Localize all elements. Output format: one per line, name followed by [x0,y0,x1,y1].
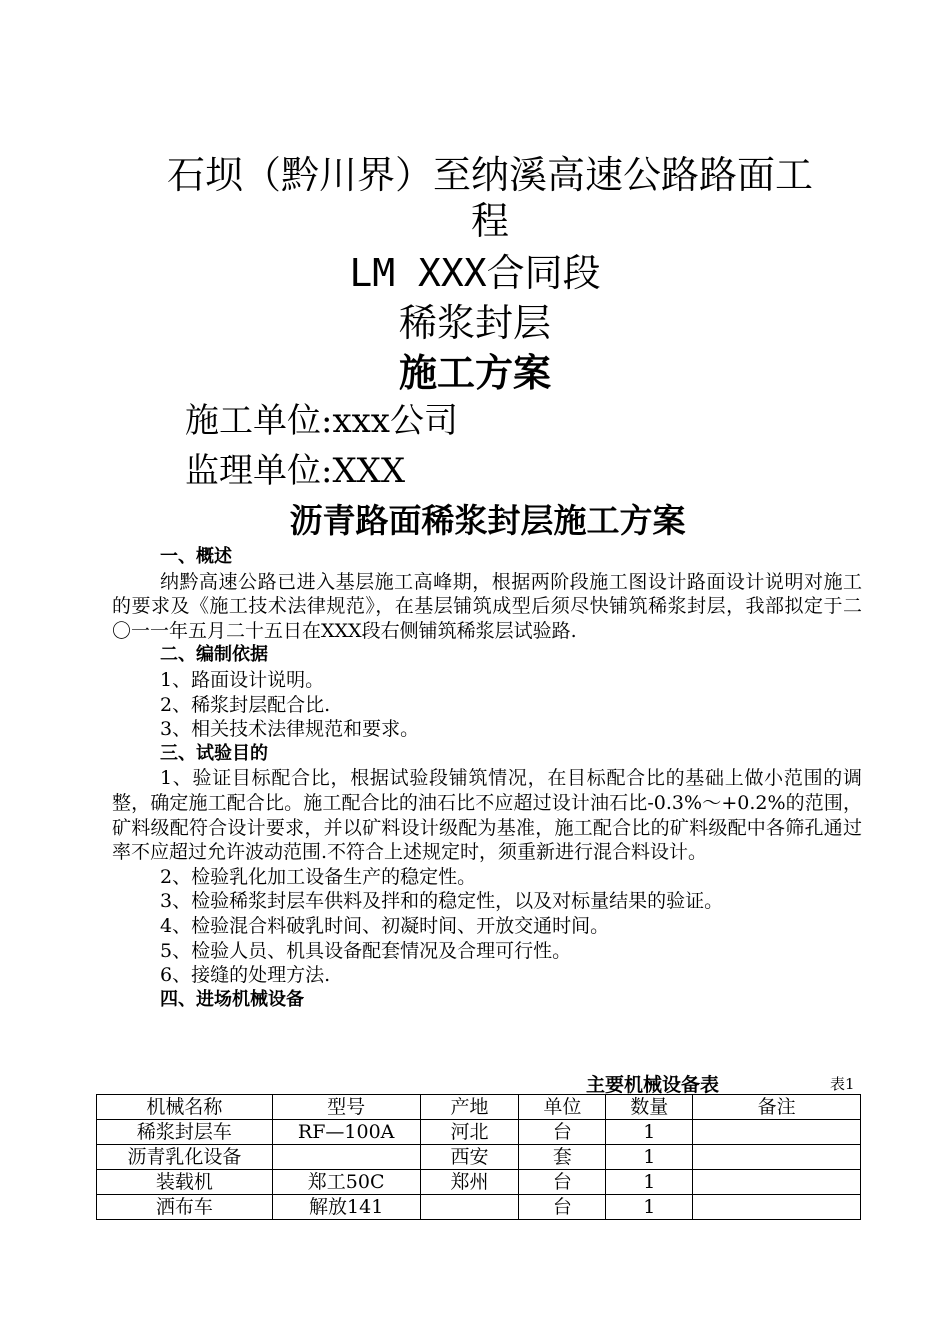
section-heading-equipment: 四、进场机械设备 [160,988,304,1010]
purpose-item: 4、检验混合料破乳时间、初凝时间、开放交通时间。 [160,914,610,937]
cover-title-line1: 石坝（黔川界）至纳溪高速公路路面工 [166,153,813,197]
table-cell: RF—100A [272,1120,420,1145]
cover-plan: 施工方案 [398,351,551,395]
table-cell [272,1145,420,1170]
table-cell [693,1170,861,1195]
table-row [97,1195,861,1220]
header-cell: 单位 [519,1095,606,1120]
table-cell: 解放141 [272,1195,420,1220]
table-cell: 西安 [420,1145,519,1170]
table-caption: 主要机械设备表 [586,1074,720,1096]
table-cell: 装载机 [97,1170,273,1195]
cover-title-line2: 程 [470,199,509,243]
header-cell: 备注 [693,1095,861,1120]
table-cell: 沥青乳化设备 [97,1145,273,1170]
equipment-table [96,1094,861,1220]
header-cell: 机械名称 [97,1095,273,1120]
table-header-row [97,1095,861,1120]
section-heading-basis: 二、编制依据 [160,644,268,666]
table-row [97,1145,861,1170]
document-body [112,545,862,1012]
table-row [97,1120,861,1145]
table-cell: 1 [606,1120,693,1145]
table-cell: 1 [606,1145,693,1170]
table-cell: 台 [519,1170,606,1195]
purpose-item: 6、接缝的处理方法. [160,964,331,987]
table-cell: 台 [519,1195,606,1220]
header-cell: 产地 [420,1095,519,1120]
cover-subject: 稀浆封层 [398,301,551,345]
construction-unit: 施工单位:xxx公司 [185,401,458,441]
document-title: 沥青路面稀浆封层施工方案 [289,501,686,540]
table-cell: 套 [519,1145,606,1170]
table-cell [420,1195,519,1220]
basis-item: 2、稀浆封层配合比. [160,693,331,716]
section-heading-purpose: 三、试验目的 [160,742,268,764]
purpose-item: 2、检验乳化加工设备生产的稳定性。 [160,865,477,888]
purpose-item: 5、检验人员、机具设备配套情况及合理可行性。 [160,939,572,962]
table-cell: 1 [606,1170,693,1195]
section-heading-overview: 一、概述 [160,546,232,567]
header-cell: 数量 [606,1095,693,1120]
table-cell: 洒布车 [97,1195,273,1220]
table-cell: 河北 [420,1120,519,1145]
overview-paragraph: 纳黔高速公路已进入基层施工高峰期，根据两阶段施工图设计路面设计说明对施工的要求及《施工技术法律规范》，在基层铺筑成型后须尽快铺筑稀浆封层，我部拟定于二〇一一年五月二十五日在XXX段右侧铺筑稀浆层试验路. [112,570,862,642]
purpose-paragraph: 1、验证目标配合比，根据试验段铺筑情况，在目标配合比的基础上做小范围的调整，确定施工配合比。施工配合比的油石比不应超过设计油石比-0.3%～+0.2%的范围，矿料级配符合设计要求，并以矿料设计级配为基准，施工配合比的矿料级配中各筛孔通过率不应超过允许波动范围.不符合上述规定时，须重新进行混合料设计。 [112,767,862,864]
contract-section: LM XXX合同段 [349,251,601,295]
basis-item: 3、相关技术法律规范和要求。 [160,718,420,741]
supervision-unit: 监理单位:XXX [185,451,406,491]
table-row [97,1170,861,1195]
table-cell: 稀浆封层车 [97,1120,273,1145]
table-cell: 台 [519,1120,606,1145]
basis-item: 1、路面设计说明。 [160,668,325,691]
table-cell: 郑州 [420,1170,519,1195]
table-cell: 1 [606,1195,693,1220]
table-cell [693,1145,861,1170]
table-cell [693,1195,861,1220]
header-cell: 型号 [272,1095,420,1120]
table-cell: 郑工50C [272,1170,420,1195]
table-cell [693,1120,861,1145]
table-number: 表1 [830,1075,855,1093]
purpose-item: 3、检验稀浆封层车供料及拌和的稳定性，以及对标量结果的验证。 [160,890,724,913]
